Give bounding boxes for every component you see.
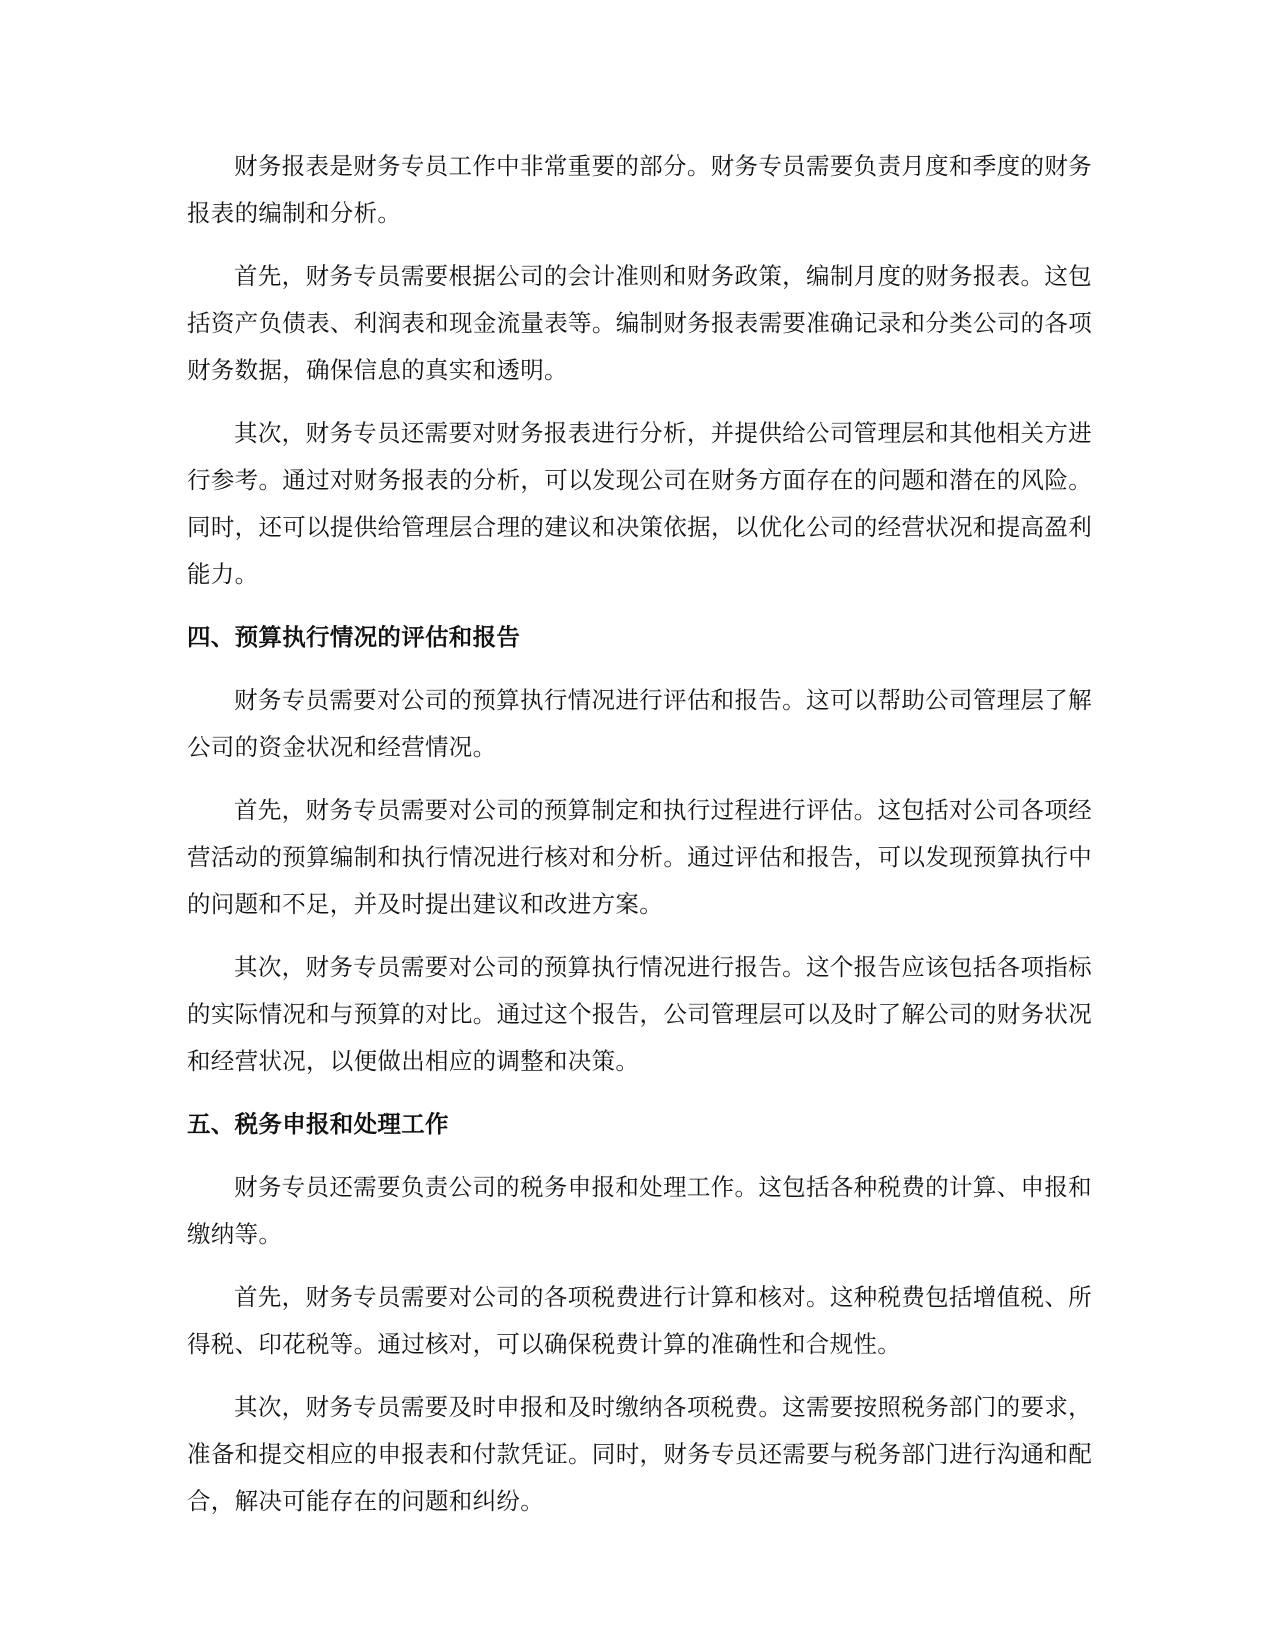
document-body [187, 143, 1092, 1541]
section-heading-budget: 四、预算执行情况的评估和报告 [187, 623, 521, 651]
paragraph-tax-calculation: 首先，财务专员需要对公司的各项税费进行计算和核对。这种税费包括增值税、所得税、印花税等。通过核对，可以确保税费计算的准确性和合规性。 [187, 1283, 1092, 1358]
paragraph-budget-report: 其次，财务专员需要对公司的预算执行情况进行报告。这个报告应该包括各项指标的实际情况和与预算的对比。通过这个报告，公司管理层可以及时了解公司的财务状况和经营状况，以便做出相应的调整和决策。 [187, 953, 1092, 1075]
paragraph-tax-filing: 其次，财务专员需要及时申报和及时缴纳各项税费。这需要按照税务部门的要求，准备和提交相应的申报表和付款凭证。同时，财务专员还需要与税务部门进行沟通和配合，解决可能存在的问题和纠纷。 [187, 1393, 1092, 1515]
paragraph-financial-statements-intro: 财务报表是财务专员工作中非常重要的部分。财务专员需要负责月度和季度的财务报表的编制和分析。 [187, 152, 1092, 227]
paragraph-budget-evaluation: 首先，财务专员需要对公司的预算制定和执行过程进行评估。这包括对公司各项经营活动的预算编制和执行情况进行核对和分析。通过评估和报告，可以发现预算执行中的问题和不足，并及时提出建议和改进方案。 [187, 796, 1092, 918]
paragraph-financial-statements-analysis: 其次，财务专员还需要对财务报表进行分析，并提供给公司管理层和其他相关方进行参考。通过对财务报表的分析，可以发现公司在财务方面存在的问题和潜在的风险。同时，还可以提供给管理层合理的建议和决策依据，以优化公司的经营状况和提高盈利能力。 [187, 419, 1092, 588]
section-heading-tax: 五、税务申报和处理工作 [187, 1110, 449, 1138]
paragraph-budget-intro: 财务专员需要对公司的预算执行情况进行评估和报告。这可以帮助公司管理层了解公司的资金状况和经营情况。 [187, 686, 1092, 761]
paragraph-tax-intro: 财务专员还需要负责公司的税务申报和处理工作。这包括各种税费的计算、申报和缴纳等。 [187, 1173, 1092, 1248]
paragraph-financial-statements-preparation: 首先，财务专员需要根据公司的会计准则和财务政策，编制月度的财务报表。这包括资产负债表、利润表和现金流量表等。编制财务报表需要准确记录和分类公司的各项财务数据，确保信息的真实和透明。 [187, 262, 1092, 384]
